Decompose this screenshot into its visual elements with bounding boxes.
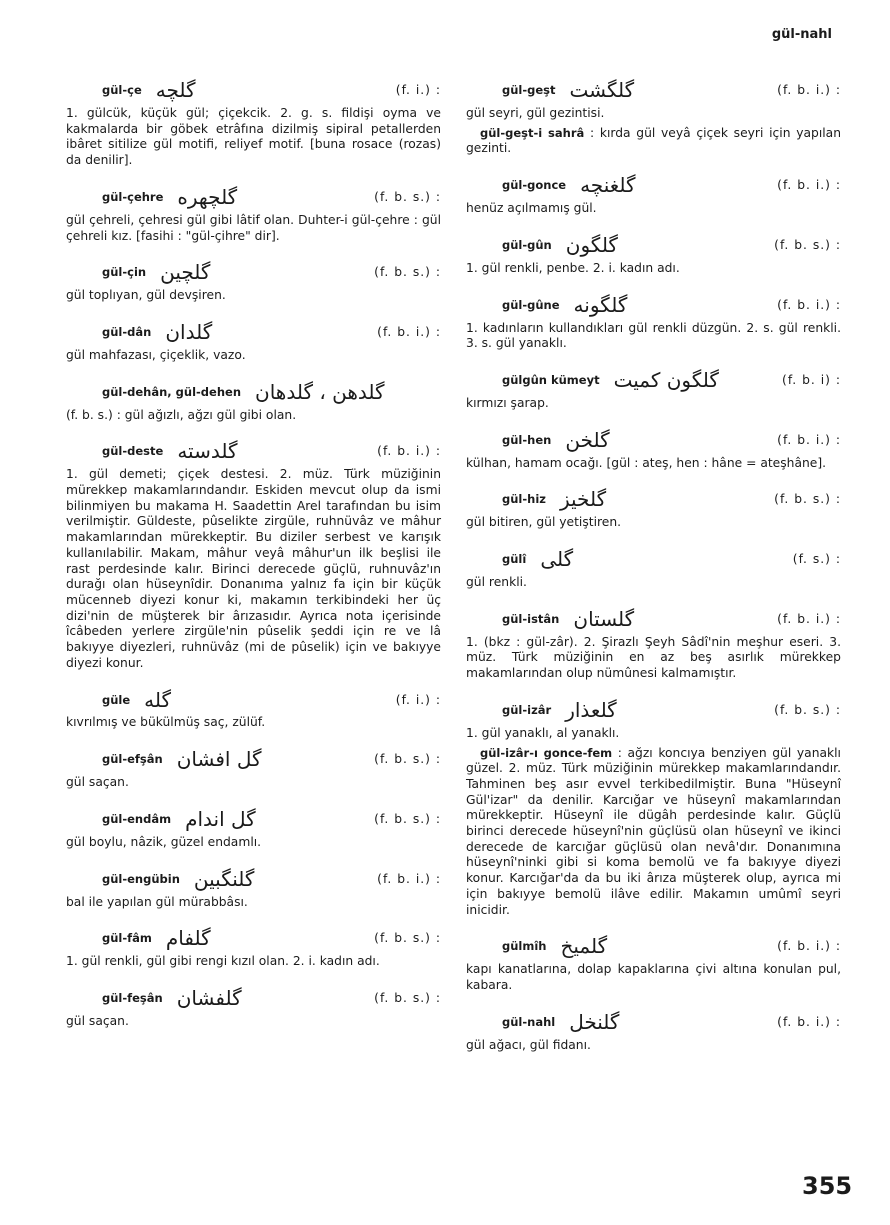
sub-entry [466,126,841,157]
arabic-script: گله [144,687,172,712]
headword: güle [102,692,131,707]
arabic-script: گلگونه [573,292,628,317]
entry-head-left [466,292,628,317]
arabic-script: گلمیخ [560,934,608,959]
etymology: (f. b. i.) : [777,611,841,626]
entry-head-left [66,78,196,103]
headword: gülî [502,552,527,567]
arabic-script: گلدهن ، گلدهان [255,379,385,404]
entry-head-left [466,232,618,257]
dictionary-entry [466,78,841,157]
headword: gül-izâr [502,702,552,717]
headword: gülmîh [502,939,547,954]
definition-text: gül ağacı, gül fidanı. [466,1037,591,1052]
entry-head [66,185,441,211]
arabic-script: گلستان [573,606,635,631]
dictionary-entry [466,368,841,412]
etymology: (f. b. i.) : [777,178,841,193]
entry-head [466,698,841,724]
headword: gül-gûn [502,237,552,252]
dictionary-entry [66,78,441,169]
dictionary-entry [66,687,441,731]
definition-text: gül boylu, nâzik, güzel endamlı. [66,834,262,849]
definition-text: 1. gül renkli, penbe. 2. i. kadın adı. [466,260,680,275]
entry-head-left [466,606,635,631]
arabic-script: گلنخل [569,1009,620,1034]
entry-head-left [466,427,610,452]
entry-head-left [66,379,385,404]
headword: gül-dehân, gül-dehen [102,384,242,399]
headword: gül-hen [502,432,552,447]
etymology: (f. b. i.) : [777,939,841,954]
entry-head-left [66,986,242,1011]
headword: gül-gonce [502,178,567,193]
entry-head [466,428,841,454]
arabic-script: گلگشت [569,78,635,103]
entry-head-left [466,78,635,103]
etymology: (f. b. i.) : [777,83,841,98]
headword: gül-çehre [102,189,164,204]
etymology: (f. b. s.) : [374,931,441,946]
definition-text: kapı kanatlarına, dolap kapaklarına çivi altına konulan pul, kabara. [466,962,841,992]
definition-text: gül seyri, gül gezintisi. [466,106,605,120]
definition-text: kırmızı şarap. [466,395,549,410]
entry-head-left [66,926,211,951]
arabic-script: گلفشان [176,986,242,1011]
entry-head [66,986,441,1012]
definition-text: 1. gül demeti; çiçek destesi. 2. müz. Türk müziğinin mürekkep makamlarındandır. Eskiden mevcut olup da ismi bilinmiyen bu makama H. Saadettin Arel tarafından bu isim verilmiştir. Güldeste, pûselikte zirgüle, ruhnüvâz ve mâhur makamlarından mürekkeptir. Bu diziler serbest ve karışık kullanılabilir. Makam, mâhur veyâ mâhur'un ilk beşlisi ile rast perdesinde kalır. Birinci derecede güçlü, ruhnuvâz'ın durağı olan hüseynîdir. Donanıma yalnız fa için bir küçük mücenneb diyezi konur ki, makamın terkibindeki her üç dizi'nin de müşterek bir ârızasıdır. Ayrıca nota içerisinde îcâbeden yerlere zirgüle'nin pûselik şeddi için re ve lâ bakıyye diyezleri, ruhnüvâz (mi de pûselik) için ve bakıyye diyezi konur. [66,467,441,670]
entry-head-left [66,866,255,891]
dictionary-entry [66,320,441,364]
sub-headword: gül-geşt-i sahrâ [480,125,585,140]
etymology: (f. b. i) : [782,373,841,388]
right-column [466,78,841,1069]
dictionary-entry [66,439,441,671]
dictionary-entry [466,1010,841,1054]
headword: gül-çin [102,265,147,280]
entry-head [66,926,441,952]
sub-entry [466,746,841,919]
sub-headword: gül-izâr-ı gonce-fem [480,745,613,760]
entry-head-left [66,320,213,345]
entry-head-left [66,260,211,285]
definition-text: 1. kadınların kullandıkları gül renkli düzgün. 2. s. gül renkli. 3. s. gül yanaklı. [466,320,841,351]
headword: gül-istân [502,611,560,626]
headword: gül-dân [102,325,152,340]
arabic-script: گلچهره [177,184,238,209]
dictionary-entry [66,380,441,424]
dictionary-entry [466,607,841,682]
dictionary-entry [466,487,841,531]
dictionary-entry [466,233,841,277]
sub-definition: : ağzı koncıya benziyen gül yanaklı güzel. 2. müz. Türk müziğinin mürekkep makamlarındandır. Tahminen beş asır evvel terkibedilmiştir. Buna "Hüseynî Gül'izar" da denilir. Karcığar ve hüseynî makamlarından mürekkeptir. Hüseynî ile dügâh perdesinde kalır. Güçlü birinci derecede hüseynî'nin güçlüsü olan hüseynî ve ikinci derecede de karcığar güçlüsü olan nevâ'dır. Donanımına hüseynî'ninki gibi si koma bemolü ve fa bakıyye diyezi konur. Karcığar'da da bu iki ârıza müşterek olup, ayrıca mi için bakıyye bemolü ilâve edilir. Makamın umûmî seyri inicidir. [466,745,841,917]
etymology: (f. b. i.) : [377,444,441,459]
entry-head [466,368,841,394]
headword: gül-çe [102,83,142,98]
etymology: (f. b. s.) : [374,265,441,280]
arabic-script: گلدسته [177,439,238,464]
entry-head-left [466,1009,620,1034]
headword: gül-nahl [502,1014,556,1029]
definition-text: 1. (bkz : gül-zâr). 2. Şirazlı Şeyh Sâdî'nin meşhur eseri. 3. müz. Türk müziğinin en az beş asırlık mürekkep makamlarından olup nümûnesi kalmamıştır. [466,634,841,681]
entry-head [466,173,841,199]
arabic-script: گلگون [565,232,618,257]
etymology: (f. i.) : [395,83,441,98]
definition-text: gül renkli. [466,575,527,590]
entry-head [466,1010,841,1036]
etymology: (f. b. i.) : [377,325,441,340]
definition-text: gül mahfazası, çiçeklik, vazo. [66,347,246,362]
entry-head [66,380,441,406]
running-head: gül-nahl [771,27,832,42]
headword: gülgûn kümeyt [502,373,600,388]
etymology: (f. b. i.) : [777,432,841,447]
definition-text: kıvrılmış ve bükülmüş saç, zülüf. [66,715,266,730]
definition-text: 1. gülcük, küçük gül; çiçekcik. 2. g. s. fildişi oyma ve kakmalarda bir göbek etrâfına dizilmiş sipiral petallerden ibâret sitilize gül motifi, reliyef motif. [buna rosace (rozas) da denilir]. [66,106,441,168]
arabic-script: گلخیز [559,487,607,512]
entry-head-left [66,184,238,209]
dictionary-entry [66,260,441,304]
arabic-script: گلی [540,547,574,572]
entry-head [466,233,841,259]
etymology: (f. s.) : [792,552,841,567]
arabic-script: گلچین [160,260,211,285]
arabic-script: گل اندام [185,807,256,832]
sub-definition: : kırda gül veyâ çiçek seyri için yapılan gezinti. [466,125,841,156]
dictionary-entry [466,173,841,217]
entry-head [66,807,441,833]
arabic-script: گلگون کمیت [613,368,719,393]
dictionary-entry [466,547,841,591]
definition-text: bal ile yapılan gül mürabbâsı. [66,894,248,909]
headword: gül-gûne [502,297,560,312]
etymology: (f. b. i.) : [777,1014,841,1029]
entry-head-left [466,697,617,722]
entry-head [466,547,841,573]
headword: gül-fâm [102,931,152,946]
etymology: (f. b. s.) : [774,237,841,252]
dictionary-entry [466,293,841,352]
entry-head-left [466,547,574,572]
entry-head [466,607,841,633]
headword: gül-hiz [502,492,546,507]
entry-head [466,934,841,960]
entry-head [66,320,441,346]
definition-text: gül saçan. [66,1013,129,1028]
definition-text: gül saçan. [66,775,129,790]
headword: gül-feşân [102,991,163,1006]
entry-head [66,78,441,104]
etymology: (f. b. i.) : [777,297,841,312]
headword: gül-endâm [102,812,172,827]
entry-head-left [66,439,238,464]
dictionary-entry [66,926,441,970]
dictionary-entry [466,428,841,472]
entry-head [66,260,441,286]
dictionary-entry [66,185,441,244]
definition-text: gül çehreli, çehresi gül gibi lâtif olan. Duhter-i gül-çehre : gül çehreli kız. [fasihi : "gül-çihre" dir]. [66,212,441,243]
etymology: (f. b. i.) : [377,871,441,886]
entry-head-left [466,173,636,198]
etymology: (f. b. s.) : [774,702,841,717]
headword: gül-deste [102,444,164,459]
dictionary-entry [66,986,441,1030]
etymology: (f. i.) : [395,692,441,707]
headword: gül-geşt [502,83,556,98]
entry-head-left [466,368,719,393]
headword: gül-engübin [102,871,180,886]
entry-head-left [466,934,608,959]
arabic-script: گلچه [155,78,196,103]
definition-text: 1. gül yanaklı, al yanaklı. [466,725,620,740]
entry-head-left [466,487,607,512]
definition-text: külhan, hamam ocağı. [gül : ateş, hen : hâne = ateşhâne]. [466,455,827,470]
arabic-script: گل افشان [176,747,262,772]
dictionary-entry [466,698,841,918]
definition-text: (f. b. s.) : gül ağızlı, ağzı gül gibi olan. [66,407,297,422]
entry-head [66,687,441,713]
left-column [66,78,441,1046]
entry-head [466,487,841,513]
etymology: (f. b. s.) : [374,812,441,827]
arabic-script: گلفام [165,926,211,951]
definition-text: henüz açılmamış gül. [466,201,597,216]
definition-text: gül toplıyan, gül devşiren. [66,288,226,303]
etymology: (f. b. s.) : [374,991,441,1006]
arabic-script: گلنگبین [193,866,255,891]
dictionary-entry [466,934,841,993]
etymology: (f. b. s.) : [774,492,841,507]
entry-head-left [66,687,172,712]
arabic-script: گلدان [165,320,213,345]
entry-head-left [66,747,262,772]
entry-head [66,439,441,465]
dictionary-entry [66,747,441,791]
definition-text: gül bitiren, gül yetiştiren. [466,515,622,530]
headword: gül-efşân [102,752,163,767]
arabic-script: گلعذار [565,697,617,722]
entry-head [466,78,841,104]
entry-head [466,293,841,319]
entry-head-left [66,807,256,832]
etymology: (f. b. s.) : [374,752,441,767]
page-number: 355 [802,1172,853,1200]
arabic-script: گلخن [565,427,610,452]
dictionary-entry [66,867,441,911]
dictionary-entry [66,807,441,851]
entry-head [66,867,441,893]
definition-text: 1. gül renkli, gül gibi rengi kızıl olan. 2. i. kadın adı. [66,954,380,969]
entry-head [66,747,441,773]
etymology: (f. b. s.) : [374,189,441,204]
arabic-script: گلغنچه [580,173,636,198]
